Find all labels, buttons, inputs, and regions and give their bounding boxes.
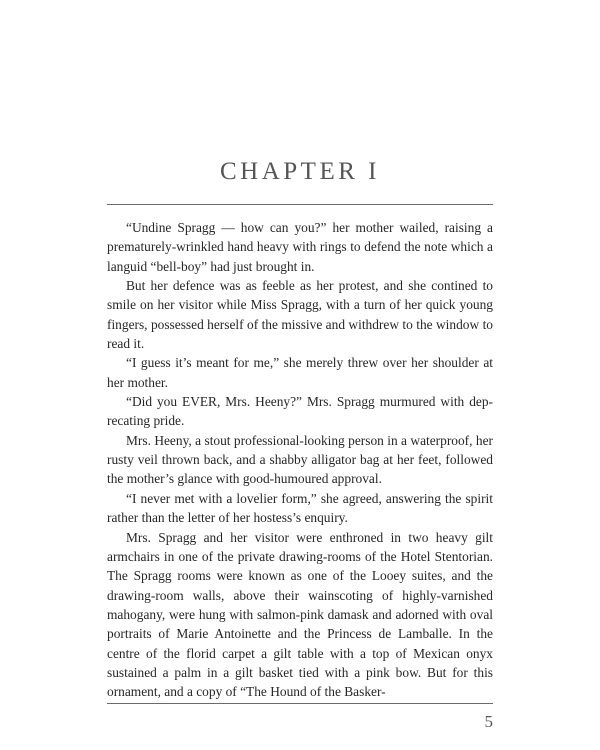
top-rule	[107, 204, 493, 205]
body-text	[107, 218, 493, 702]
paragraph: Mrs. Spragg and her visitor were enthroned in two heavy gilt armchairs in one of the private drawing-rooms of the Hotel Stentorian. The Spragg rooms were known as one of the Looey suites, and the drawing-room walls, above their wainscoting of highly-varnished mahogany, were hung with salmon-pink damask and adorned with oval portraits of Marie Antoinette and the Princess de Lamballe. In the centre of the florid carpet a gilt table with a top of Mexican onyx sustained a palm in a gilt basket tied with a pink bow. But for this ornament, and a copy of “The Hound of the Basker-	[107, 529, 493, 700]
page-number: 5	[484, 712, 493, 731]
paragraph: “I never met with a lovelier form,” she agreed, answering the spirit rather than the letter of her hostess’s enquiry.	[107, 490, 493, 526]
paragraph: “Undine Spragg — how can you?” her mother wailed, raising a prematurely-wrinkled hand heavy with rings to defend the note which a languid “bell-boy” had just brought in.	[107, 220, 493, 274]
paragraph: “I guess it’s meant for me,” she merely threw over her shoulder at her mother.	[107, 355, 493, 390]
chapter-title: CHAPTER I	[220, 158, 380, 185]
paragraph: But her defence was as feeble as her protest, and she contined to smile on her visitor while Miss Spragg, with a turn of her quick young fingers, possessed herself of the missive and withdrew to the window to read it.	[107, 278, 493, 352]
paragraph: “Did you EVER, Mrs. Heeny?” Mrs. Spragg murmured with deprecating pride.	[107, 394, 493, 429]
bottom-rule	[107, 703, 493, 704]
paragraph: Mrs. Heeny, a stout professional-looking person in a waterproof, her rusty veil thrown back, and a shabby alligator bag at her feet, followed the mother’s glance with good-humoured approval.	[107, 432, 493, 487]
